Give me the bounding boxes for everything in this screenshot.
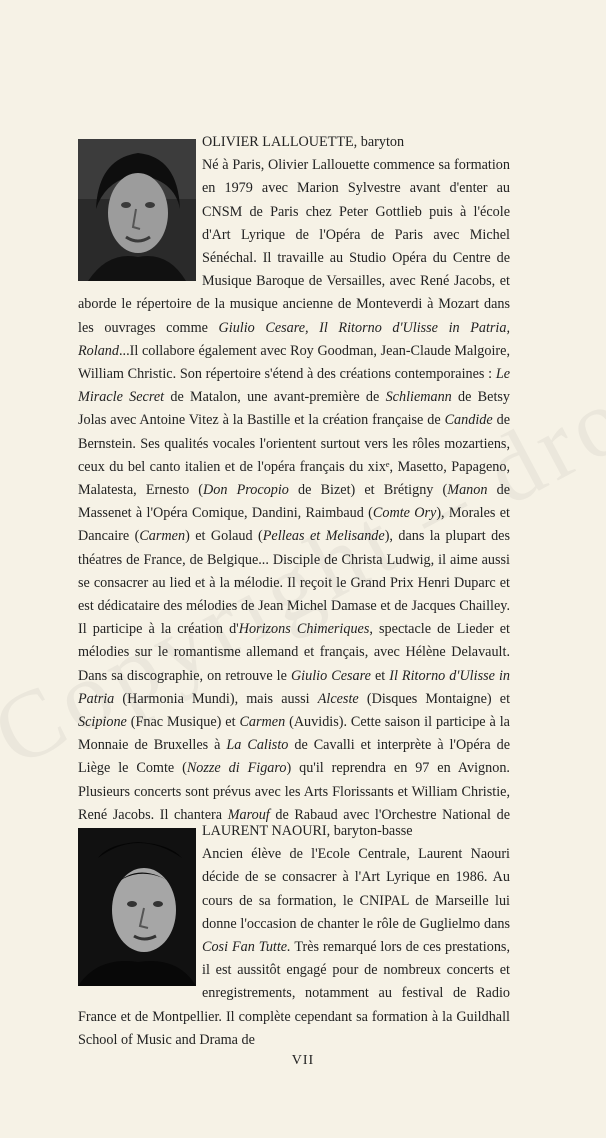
bio-text-run: Très remarqué lors de ces prestations, il est aussitôt engagé pour de nombreux concerts et enregistrements, notamment au festival de Radio France et de Montpellier. Il complète cependant sa formation à la Guildhall School of Music and Drama de xyxy=(78,939,510,1048)
italic-title: Carmen xyxy=(139,528,186,545)
bio-olivier-lallouette xyxy=(78,131,510,850)
bio-text-run: ), Morales et Dancaire ( xyxy=(78,505,510,545)
bio-text-run: (Fnac Musique) et xyxy=(126,714,240,731)
bio-text-run: (Auvidis). Cette saison il participe à la Monnaie de Bruxelles à xyxy=(78,714,510,754)
italic-title: Comte Ory xyxy=(372,505,437,522)
italic-title: Giulio Cesare xyxy=(290,667,371,684)
portrait-photo-naouri xyxy=(78,828,196,986)
bio-text-run: de Cavalli et interprète à l'Opéra de Liège le Comte ( xyxy=(78,737,511,777)
italic-title: La Calisto xyxy=(226,737,289,754)
italic-title: Pelleas et Melisande xyxy=(262,528,385,545)
bio-text-run: de Matalon, une avant-première de xyxy=(164,389,386,406)
italic-title: Marouf xyxy=(227,806,270,823)
bio-laurent-naouri xyxy=(78,820,510,1052)
italic-title: Nozze di Figaro xyxy=(186,760,287,777)
bio-text-run: de Rabaud avec l'Orchestre National de xyxy=(275,806,510,823)
portrait-image xyxy=(78,828,196,986)
italic-title: Manon xyxy=(447,482,488,499)
bio-text-run: ) qu'il reprendra en 97 en Avignon. Plusieurs concerts sont prévus avec les Arts Florissants et William Christie, René Jacobs. Il chantera xyxy=(78,760,510,823)
bio-text-run: , spectacle de Lieder et mélodies sur le romantisme allemand et français, avec Hélène Delavault. Dans sa discographie, on retrouve le xyxy=(78,621,510,684)
artist-name: LAURENT NAOURI, baryton-basse xyxy=(202,823,413,839)
italic-title: Il Ritorno d'Ulisse in Patria xyxy=(78,667,510,707)
italic-title: Carmen xyxy=(239,714,286,731)
italic-title: Le Miracle Secret xyxy=(78,366,510,406)
italic-title: Don Procopio xyxy=(203,482,289,499)
bio-text-run: de Massenet à l'Opéra Comique, Dandini, Raimbaud ( xyxy=(78,482,510,522)
bio-text-run: ), dans la plupart des théatres de France, de Belgique... Disciple de Christa Ludwig, il aime aussi se consacrer au lied et à la mélodie. Il reçoit le Grand Prix Henri Duparc et est dédicataire des mélodies de Jean Michel Damase et de Jacques Chailley. Il participe à la création d' xyxy=(78,528,510,638)
italic-title: Giulio Cesare, Il Ritorno d'Ulisse in Patria, Roland xyxy=(78,319,510,359)
bio-text-run: de Betsy Jolas avec Antoine Vitez à la Bastille et la création française de xyxy=(78,389,510,429)
italic-title: Alceste xyxy=(317,690,359,707)
portrait-image xyxy=(78,139,196,281)
italic-title: Horizons Chimeriques xyxy=(238,621,370,638)
italic-title: Schliemann xyxy=(385,389,452,406)
artist-name: OLIVIER LALLOUETTE, baryton xyxy=(202,134,405,150)
bio-text-run: (Disques Montaigne) et xyxy=(358,690,511,707)
bio-text-run: de Bizet) et Brétigny ( xyxy=(288,482,448,499)
bio-text-run: et xyxy=(370,667,390,684)
italic-title: Scipione xyxy=(78,714,127,731)
italic-title: Cosi Fan Tutte. xyxy=(202,939,291,956)
portrait-photo-lallouette xyxy=(78,139,196,281)
bio-text-run: ...Il collabore également avec Roy Goodman, Jean-Claude Malgoire, William Christic. Son répertoire s'étend à des créations contemporaines : xyxy=(78,342,510,383)
page-number: VII xyxy=(291,1053,315,1068)
bio-text-run: de Bernstein. Ses qualités vocales l'orientent surtout vers les rôles mozartiens, ceux du bel canto italien et de l'opéra français du xixᵉ, Masetto, Papageno, Malatesta, Ernesto ( xyxy=(78,412,510,499)
italic-title: Candide xyxy=(444,412,493,429)
bio-text-run: Né à Paris, Olivier Lallouette commence sa formation en 1979 avec Marion Sylvestre avant d'enter au CNSM de Paris chez Peter Gottlieb puis à l'école d'Art Lyrique de l'Opéra de Paris avec Michel Sénéchal. Il travaille au Studio Opéra du Centre de Musique Baroque de Versailles, avec René Jacobs, et aborde le répertoire de la musique ancienne de Monteverdi à Mozart dans les ouvrages comme xyxy=(78,157,510,336)
bio-text-run: Ancien élève de l'Ecole Centrale, Laurent Naouri décide de se consacrer à l'Art Lyrique en 1986. Au cours de sa formation, le CNIPAL de Marseille lui donne l'occasion de chanter le rôle de Guglielmo dans xyxy=(202,846,510,932)
bio-text-run: (Harmonia Mundi), mais aussi xyxy=(114,690,318,707)
bio-text-run: ) et Golaud ( xyxy=(185,528,263,545)
